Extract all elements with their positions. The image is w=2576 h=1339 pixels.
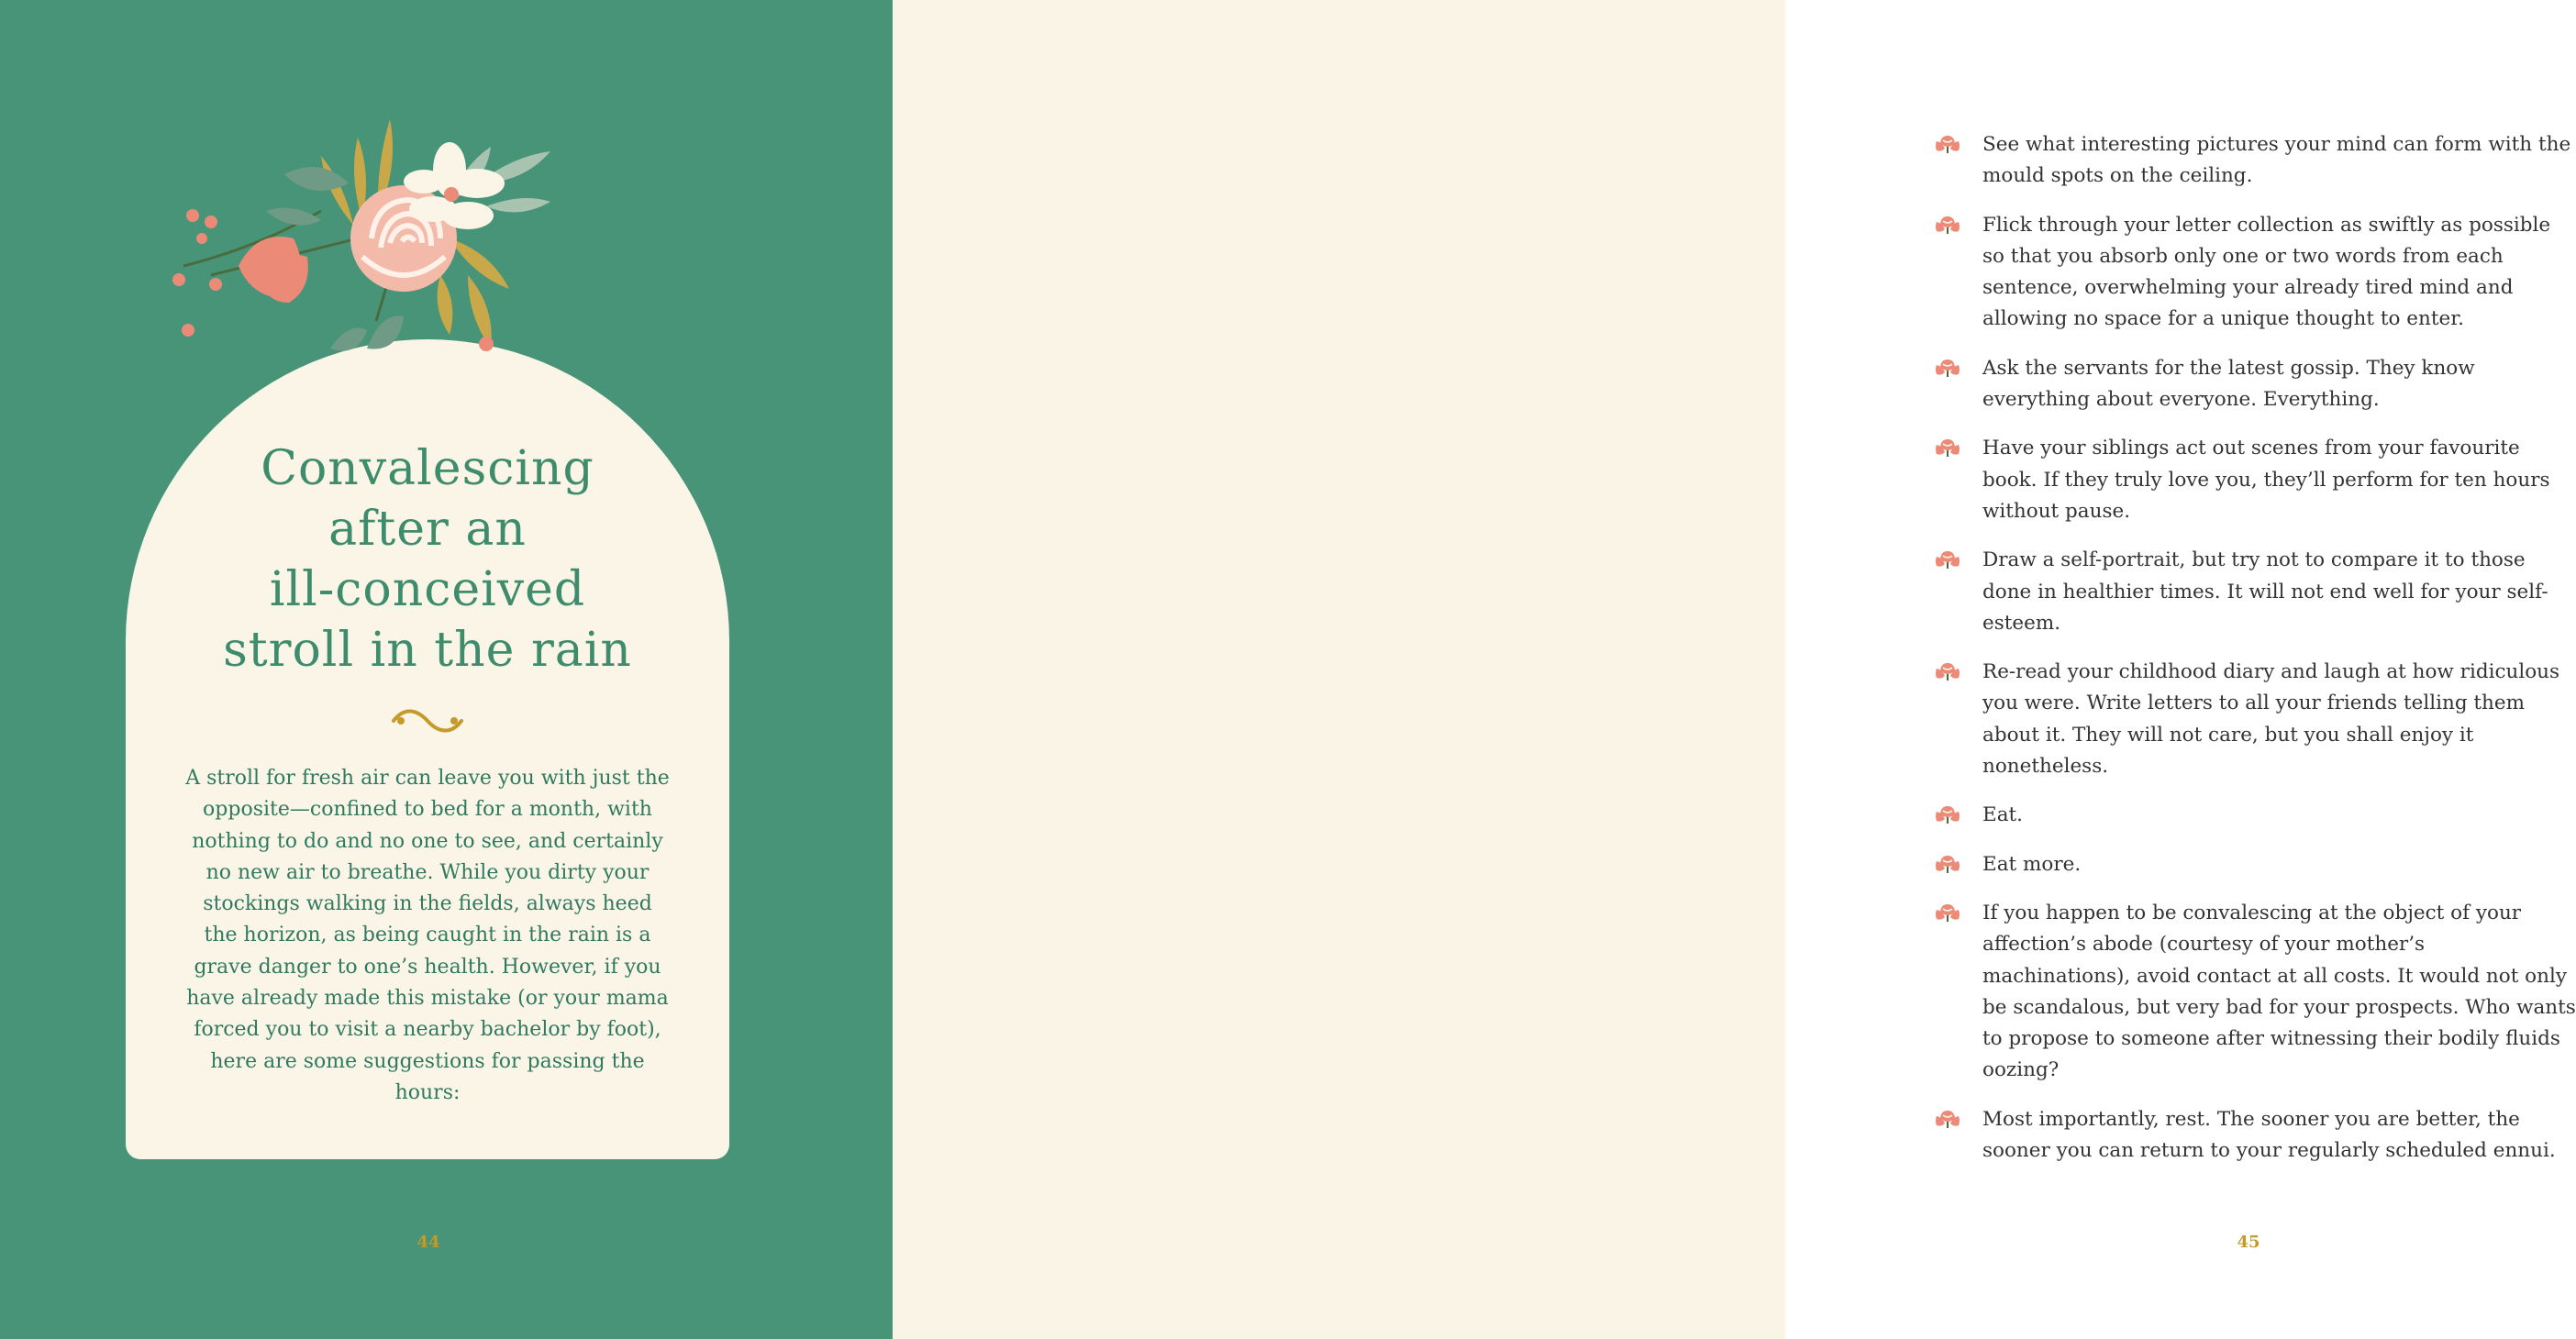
flower-bullet-icon bbox=[1934, 214, 1961, 236]
flower-bullet-icon bbox=[1934, 853, 1961, 875]
page-title bbox=[126, 438, 729, 681]
list-item-text: Flick through your letter collection as swiftly as possible so that you absorb only one or two words from each sentence, overwhelming your already tired mind and allowing no space for a unique thought to enter. bbox=[1982, 213, 2551, 331]
title-line-4: stroll in the rain bbox=[223, 623, 632, 678]
list-item-text: Ask the servants for the latest gossip. They know everything about everyone. Everything. bbox=[1982, 356, 2475, 412]
suggestion-list bbox=[1934, 129, 2576, 1184]
flower-bullet-icon bbox=[1934, 660, 1961, 682]
flower-bullet-icon bbox=[1934, 1108, 1961, 1130]
right-page bbox=[893, 0, 2576, 1339]
flower-bullet-icon bbox=[1934, 437, 1961, 459]
list-item-text: If you happen to be convalescing at the object of your affection’s abode (courtesy of your mother’s machinations), avoid contact at all costs. It would not only be scandalous, but very bad for your prospects. Who wants to propose to someone after witnessing their bodily fluids oozing? bbox=[1982, 901, 2576, 1082]
list-item-text: Re-read your childhood diary and laugh at how ridiculous you were. Write letters to all your friends telling them about it. They will not care, but you shall enjoy it nonetheless. bbox=[1982, 660, 2560, 779]
floral-bouquet-icon bbox=[174, 119, 651, 422]
list-item-text: Draw a self-portrait, but try not to compare it to those done in healthier times. It will not end well for your self-esteem. bbox=[1982, 548, 2548, 635]
list-item-text: Most importantly, rest. The sooner you are better, the sooner you can return to your regularly scheduled ennui. bbox=[1982, 1107, 2556, 1163]
flower-bullet-icon bbox=[1934, 133, 1961, 155]
list-item bbox=[1934, 353, 2576, 416]
flower-bullet-icon bbox=[1934, 357, 1961, 379]
title-line-2: after an bbox=[328, 502, 527, 557]
list-item bbox=[1934, 433, 2576, 527]
flower-bullet-icon bbox=[1934, 803, 1961, 825]
list-item-text: Eat more. bbox=[1982, 852, 2082, 876]
list-item bbox=[1934, 1104, 2576, 1167]
page-number-left: 44 bbox=[416, 1233, 440, 1252]
swash-divider-icon bbox=[390, 708, 465, 734]
intro-paragraph: A stroll for fresh air can leave you with just the opposite—confined to bed for a month, with nothing to do and no one to see, and certainly no new air to breathe. While you dirty your stockings walking in the fields, always heed the horizon, as being caught in the rain is a grave danger to one’s health. However, if you have already made this mistake (or your mama forced you to visit a nearby bachelor by foot), here are some suggestions for passing the hours: bbox=[185, 767, 670, 1104]
list-item bbox=[1934, 545, 2576, 639]
title-line-3: ill-conceived bbox=[269, 562, 586, 617]
list-item bbox=[1934, 129, 2576, 193]
list-item-text: Eat. bbox=[1982, 803, 2023, 827]
list-item bbox=[1934, 898, 2576, 1087]
title-line-1: Convalescing bbox=[261, 441, 594, 496]
list-item bbox=[1934, 657, 2576, 782]
flower-bullet-icon bbox=[1934, 548, 1961, 570]
list-item bbox=[1934, 800, 2576, 831]
left-page bbox=[0, 0, 893, 1339]
list-item bbox=[1934, 210, 2576, 336]
list-item-text: Have your siblings act out scenes from your favourite book. If they truly love you, they’ll perform for ten hours without pause. bbox=[1982, 437, 2550, 523]
list-item-text: See what interesting pictures your mind can form with the mould spots on the ceiling. bbox=[1982, 133, 2571, 188]
flower-bullet-icon bbox=[1934, 902, 1961, 924]
page-number-right: 45 bbox=[2237, 1233, 2260, 1252]
list-item bbox=[1934, 849, 2576, 880]
